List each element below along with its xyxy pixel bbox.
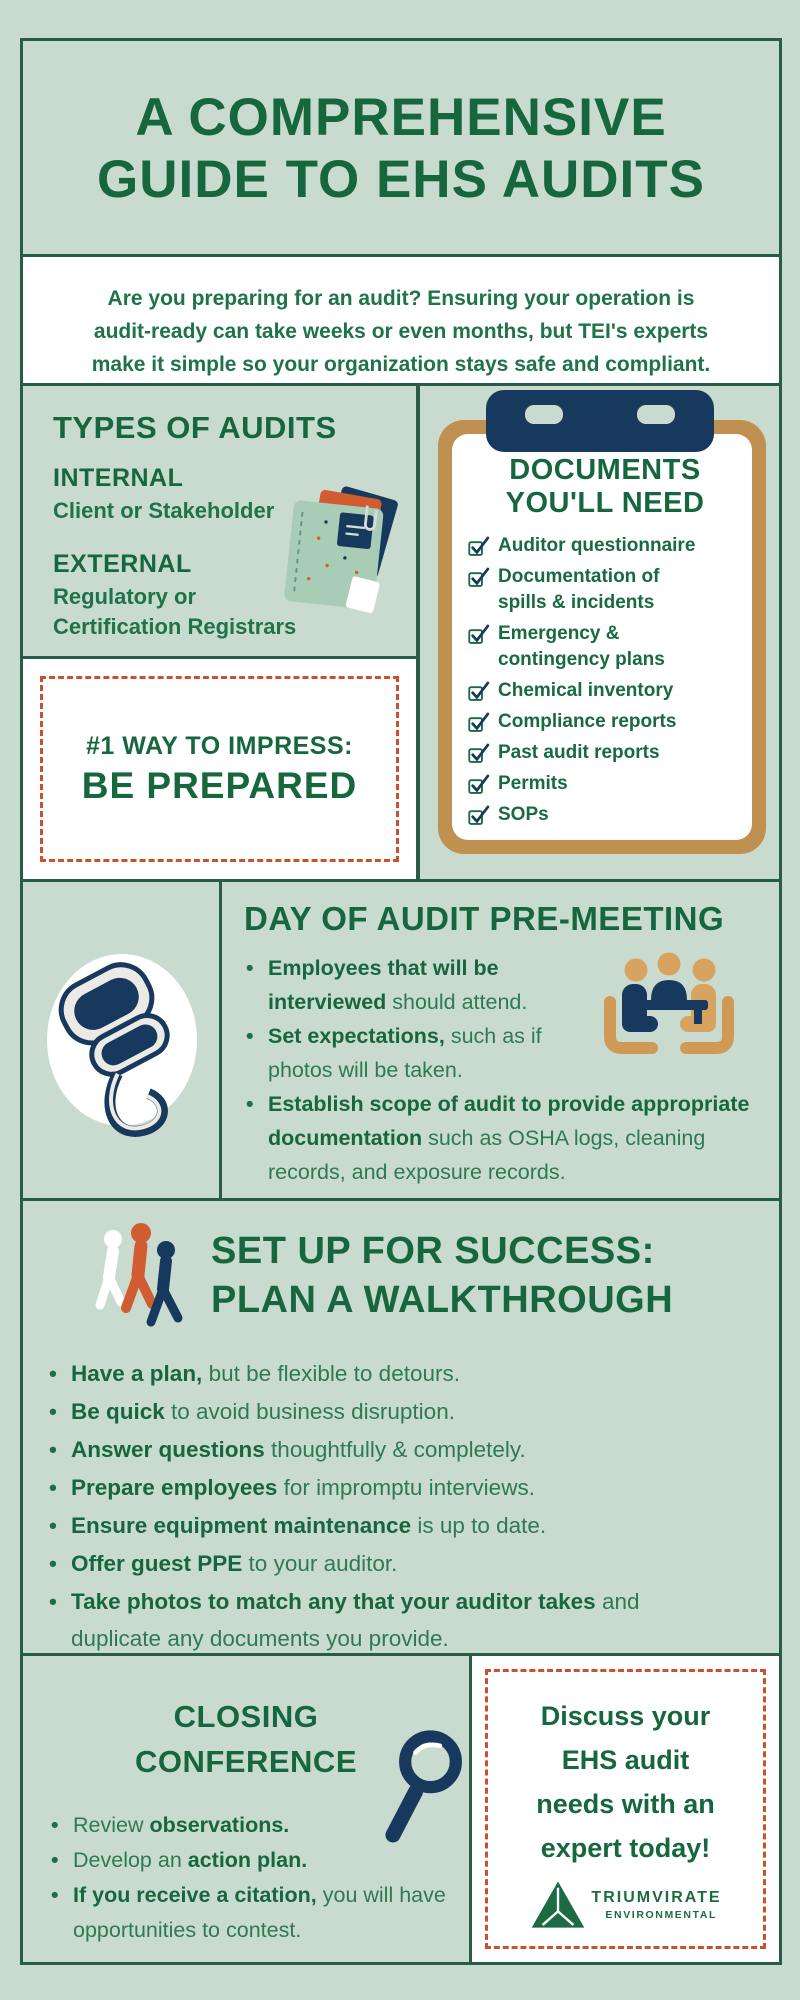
impress-line-2: BE PREPARED bbox=[81, 764, 358, 806]
external-desc: Regulatory or Certification Registrars bbox=[53, 584, 297, 639]
impress-section bbox=[20, 656, 419, 882]
walkthrough-heading: SET UP FOR SUCCESS: PLAN A WALKTHROUGH bbox=[211, 1230, 674, 1321]
premeeting-heading: DAY OF AUDIT PRE-MEETING bbox=[244, 900, 725, 937]
walkthrough-bullets bbox=[47, 1355, 779, 1656]
types-heading: TYPES OF AUDITS bbox=[53, 410, 337, 445]
bullet-item: • Be quick to avoid business disruption. bbox=[47, 1393, 711, 1430]
checkbox-icon bbox=[468, 680, 490, 702]
bullet-item: • Take photos to match any that your auditor takes and duplicate any documents you provide. bbox=[47, 1583, 646, 1656]
cta-dashed-box bbox=[485, 1669, 766, 1949]
external-label: EXTERNAL bbox=[53, 550, 192, 578]
checkbox-icon bbox=[468, 742, 490, 764]
documents-heading: DOCUMENTS YOU'LL NEED bbox=[505, 454, 705, 519]
triumvirate-logo bbox=[488, 1878, 763, 1932]
checklist-item: Permits bbox=[468, 771, 742, 797]
meeting-icon bbox=[594, 940, 744, 1067]
logo-subtitle: ENVIRONMENTAL bbox=[605, 1909, 718, 1921]
intro-section bbox=[20, 254, 782, 386]
checklist-item: SOPs bbox=[468, 802, 742, 828]
title-line-2: GUIDE TO EHS AUDITS bbox=[97, 150, 705, 209]
intro-line-1: Are you preparing for an audit? Ensuring your operation is bbox=[107, 287, 695, 310]
checkbox-icon bbox=[468, 566, 490, 588]
folder-illustration-icon bbox=[280, 482, 402, 618]
checkbox-icon bbox=[468, 804, 490, 826]
checklist-item: Auditor questionnaire bbox=[468, 533, 742, 559]
cta-text: Discuss your EHS audit needs with an expert today! bbox=[536, 1701, 715, 1863]
documents-section bbox=[417, 383, 782, 882]
bullet-item: • Develop an action plan. bbox=[49, 1843, 469, 1878]
bullet-item: • Set expectations, such as if photos will be taken. bbox=[244, 1019, 558, 1087]
closing-conference-section bbox=[20, 1653, 472, 1965]
checklist-item: Documentation of spills & incidents bbox=[468, 564, 742, 616]
bullet-item: • Have a plan, but be flexible to detours. bbox=[47, 1355, 711, 1392]
checklist-item: Chemical inventory bbox=[468, 678, 742, 704]
checklist-item: Past audit reports bbox=[468, 740, 742, 766]
bullet-item: • Offer guest PPE to your auditor. bbox=[47, 1545, 711, 1582]
checkbox-icon bbox=[468, 623, 490, 645]
impress-dashed-box bbox=[40, 676, 399, 862]
clipboard bbox=[438, 420, 766, 854]
closing-heading: CLOSING CONFERENCE bbox=[134, 1699, 357, 1779]
page-title bbox=[23, 41, 779, 211]
bullet-item: • If you receive a citation, you will have opportunities to contest. bbox=[49, 1878, 469, 1948]
premeeting-section bbox=[219, 879, 782, 1201]
cta-section bbox=[469, 1653, 782, 1965]
triumvirate-triangle-icon bbox=[529, 1878, 587, 1932]
goggles-icon bbox=[53, 937, 193, 1152]
title-line-1: A COMPREHENSIVE bbox=[135, 88, 667, 147]
types-of-audits-section bbox=[20, 383, 419, 659]
checklist-item: Compliance reports bbox=[468, 709, 742, 735]
bullet-item: • Review observations. bbox=[49, 1808, 469, 1843]
walking-people-icon bbox=[93, 1223, 193, 1343]
checklist-item: Emergency & contingency plans bbox=[468, 621, 742, 673]
goggles-panel bbox=[20, 879, 222, 1201]
bullet-item: • Prepare employees for impromptu interviews. bbox=[47, 1469, 711, 1506]
intro-text bbox=[23, 257, 779, 381]
walkthrough-section bbox=[20, 1198, 782, 1656]
bullet-item: • Employees that will be interviewed should attend. bbox=[244, 951, 613, 1019]
title-section bbox=[20, 38, 782, 257]
internal-label: INTERNAL bbox=[53, 464, 184, 492]
internal-desc: Client or Stakeholder bbox=[53, 498, 275, 523]
clipboard-paper bbox=[452, 434, 752, 840]
bullet-item: • Ensure equipment maintenance is up to date. bbox=[47, 1507, 711, 1544]
clipboard-clip bbox=[486, 390, 714, 452]
documents-checklist bbox=[468, 533, 742, 828]
bullet-item: • Answer questions thoughtfully & completely. bbox=[47, 1431, 711, 1468]
logo-name: TRIUMVIRATE bbox=[591, 1889, 722, 1906]
checkbox-icon bbox=[468, 773, 490, 795]
bullet-item: • Establish scope of audit to provide appropriate documentation such as OSHA logs, cleaning records, and exposure records. bbox=[244, 1087, 768, 1189]
checkbox-icon bbox=[468, 535, 490, 557]
closing-bullets bbox=[49, 1808, 469, 1948]
intro-line-3: make it simple so your organization stays safe and compliant. bbox=[91, 353, 711, 376]
checkbox-icon bbox=[468, 711, 490, 733]
impress-line-1: #1 WAY TO IMPRESS: bbox=[86, 731, 353, 760]
intro-line-2: audit-ready can take weeks or even months, but TEI's experts bbox=[93, 320, 709, 343]
